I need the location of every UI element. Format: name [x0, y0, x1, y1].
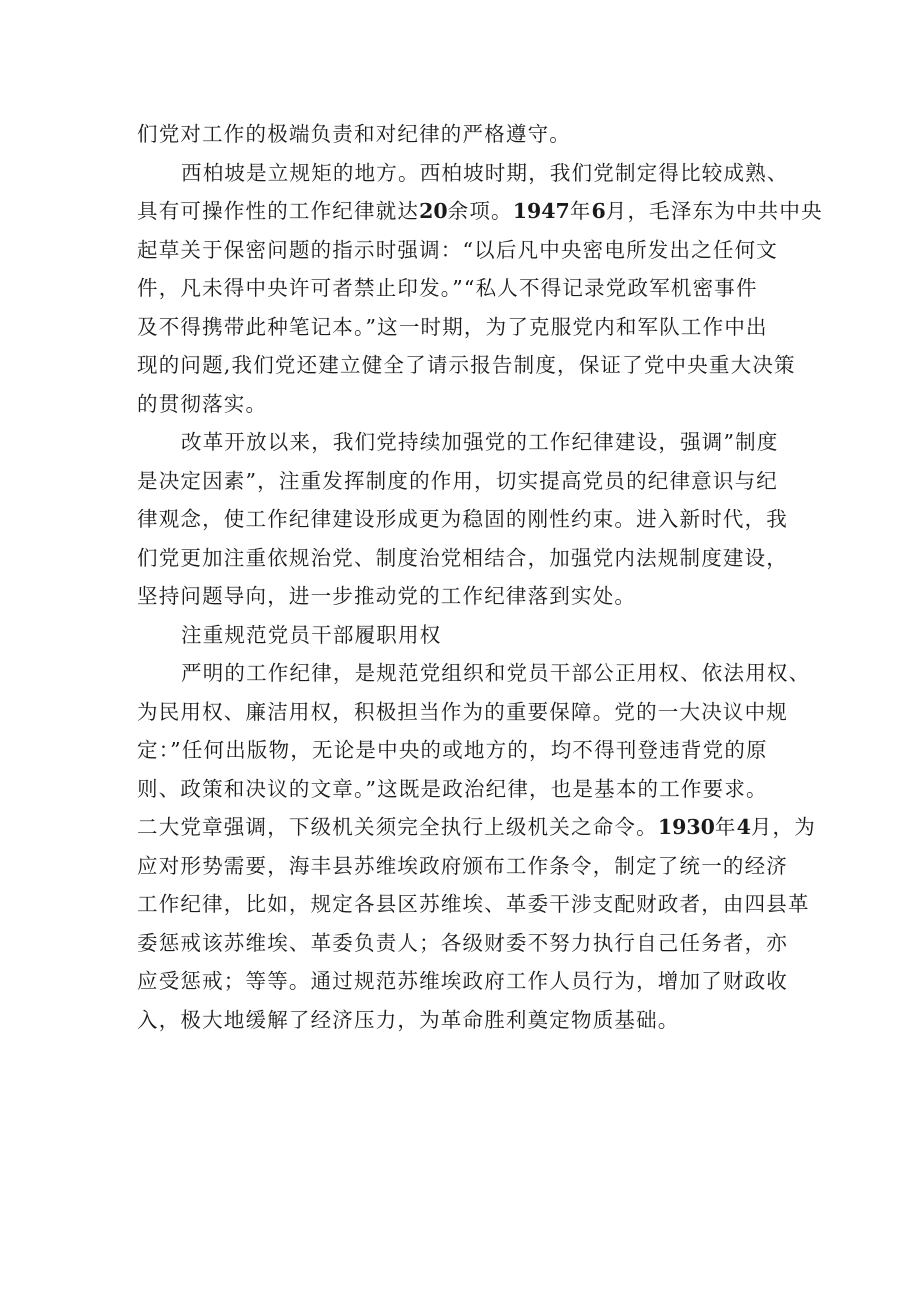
text-line: 及不得携带此种笔记本。”这一时期，为了克服党内和军队工作中出: [137, 314, 768, 339]
text-line: 应受惩戒；等等。通过规范苏维埃政府工作人员行为，增加了财政收: [137, 969, 788, 993]
text-line: 二大党章强调，下级机关须完全执行上级机关之命令。1930年4月，为: [137, 815, 816, 839]
text-line: 严明的工作纪律，是规范党组织和党员干部公正用权、依法用权、: [181, 661, 811, 685]
text-line: 们党更加注重依规治党、制度治党相结合，加强党内法规制度建设，: [137, 545, 788, 570]
text-line: 则、政策和决议的文章。”这既是政治纪律，也是基本的工作要求。: [137, 776, 768, 801]
text-line: 坚持问题导向，进一步推动党的工作纪律落到实处。: [137, 584, 637, 608]
text-line: 们党对工作的极端负责和对纪律的严格遵守。: [137, 122, 571, 146]
text-line: 入，极大地缓解了经济压力，为革命胜利奠定物质基础。: [137, 1007, 680, 1032]
text-line: 具有可操作性的工作纪律就达20余项。1947年6月，毛泽东为中共中央: [137, 199, 823, 223]
text-line: 的贯彻落实。: [137, 391, 268, 416]
document-body: [137, 115, 823, 1039]
text-line: 改革开放以来，我们党持续加强党的工作纪律建设，强调”制度: [181, 430, 779, 454]
text-line: 注重规范党员干部履职用权: [181, 622, 442, 647]
text-line: 起草关于保密问题的指示时强调：“以后凡中央密电所发出之任何文: [137, 237, 778, 262]
text-line: 西柏坡是立规矩的地方。西柏坡时期，我们党制定得比较成熟、: [181, 160, 789, 185]
text-line: 定：”任何出版物，无论是中央的或地方的，均不得刊登违背党的原: [137, 738, 768, 762]
text-line: 委惩戒该苏维埃、革委负责人；各级财委不努力执行自己任务者，亦: [137, 930, 788, 955]
text-line: 应对形势需要，海丰县苏维埃政府颁布工作条令，制定了统一的经济: [137, 853, 788, 878]
text-line: 工作纪律，比如，规定各县区苏维埃、革委干涉支配财政者，由四县革: [137, 892, 810, 916]
text-line: 是决定因素”，注重发挥制度的作用，切实提高党员的纪律意识与纪: [137, 468, 778, 493]
text-line: 现的问题,我们党还建立健全了请示报告制度，保证了党中央重大决策: [137, 353, 796, 377]
text-line: 律观念，使工作纪律建设形成更为稳固的刚性约束。进入新时代，我: [137, 507, 788, 531]
text-line: 为民用权、廉洁用权，积极担当作为的重要保障。党的一大决议中规: [137, 699, 788, 724]
text-line: 件，凡未得中央许可者禁止印发。”“私人不得记录党政军机密事件: [137, 276, 758, 300]
